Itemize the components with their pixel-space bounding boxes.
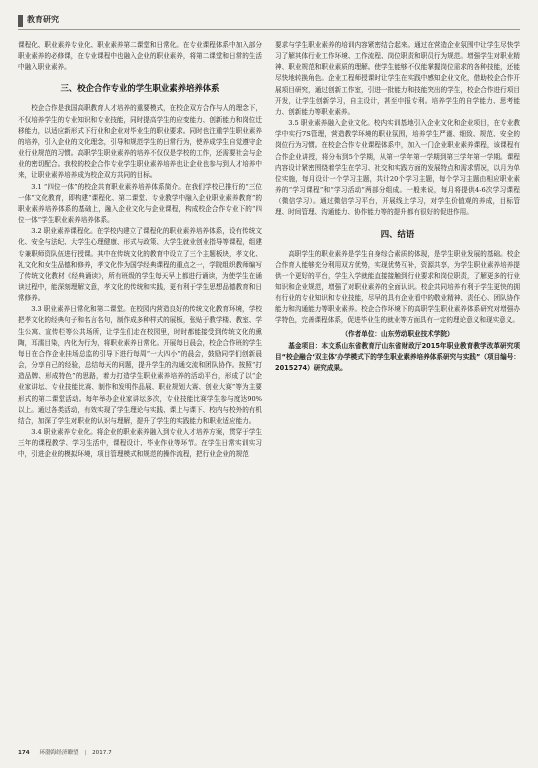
journal-issue: 2017.7 <box>92 750 112 756</box>
footer-separator: | <box>84 750 87 756</box>
header-marker-bar <box>18 15 23 27</box>
left-column <box>18 40 262 460</box>
intro-paragraph: 课程化、职业素养专业化、职业素养第二课堂和日常化。在专业课程体系中加入部分职业素养的必修课，在专业课程中也融入企业的职业素养，将第二课堂和日常的生活中融入职业素养。 <box>18 41 262 72</box>
page-header <box>18 12 520 30</box>
paragraph-3-5: 3.5 职业素养融入企业文化。校内实训基地引入企业文化和企业项目，在专业教学中实行7S管理，营造教学环境的职业氛围，培养学生严谨、细致、规范、安全的岗位行为习惯。在校企合作专业课程体系中，加入一门企业职业素养课程，该课程有合作企业讲授，将分布到5个学期，从第一学年第一学期到第三学年第一学期。课程内容设计紧密围绕着学生在学习、社交和实践方面的发展特点和需求情况，以月为单位实施，每月设计一个学习主题，共计20个学习主题，每个学习主题由相应职业素养的“学习课程”和“学习活动”两部分组成。一般来说，每月将提供4-6次学习课程（微信学习）。通过微信学习平台，开展线上学习，对学生价值观的养成，目标管理、时间管理、沟通能力、协作能力等的提升都有很好的促进作用。 <box>275 119 520 217</box>
section-3-heading: 三、校企合作专业的学生职业素养培养体系 <box>60 83 220 94</box>
paragraph-3-4: 3.4 职业素养专业化。将企业的职业素养融入到专业人才培养方案，贯穿于学生三年的课程教学、学习生活中，课程设计、毕业作业等环节。在学生日常实训实习中，引进企业的模拟环境，项目管理模式和规范的操作流程，把行业企业的规范 <box>18 428 262 459</box>
right-column <box>275 40 520 374</box>
paragraph-3-2: 3.2 职业素养课程化。在学校内建立了课程化的职业素养培养体系，设有传统文化、安全与法纪、大学生心理健康、形式与政策、大学生就业创业指导等课程，组建专兼职师资队伍进行授课。其中在传统文化的教育中设立了三个主题板块，孝文化、礼文化和女生品德和修养，孝文化作为国学经典课程的重点之一，学院组织教师编写了传统文化教材《经典诵读》，所有班级的学生每天早上都进行诵读，为使学生在诵读过程中，能深刻理解文意，孝文化的传统和实践，更有利于学生思想品德教育和日常修养。 <box>18 227 262 303</box>
journal-name: 环渤海经济瞭望 <box>39 750 79 756</box>
fund-note: 基金项目：本文系山东省教育厅山东省财政厅2015年职业教育教学改革研究项目“校企融合‘双主体’办学模式下的学生职业素养培养体系研究与实践”（项目编号：2015274）研究成果。 <box>275 341 520 372</box>
continued-paragraph: 要求与学生职业素养的培训内容紧密结合起来。通过在营造企业氛围中让学生尽快学习了解其体行业工作环境、工作流程、岗位职责和职员行为规范。增强学生对职业精神、职业规范和职业素质的理解。使学生能够不仅能掌握岗位需求的各种技能，还能尽快地转换角色。企业工程师授课时让学生在实践中感知企业文化，借助校企合作开展项目研究，通过创新工作室，引进一批能力和技能突出的学生，校企合作进行项目开发，让学生创新学习，自主设计，甚至申报专利。培养学生的自学能力、思考能力、创新能力等职业素养。 <box>275 41 520 116</box>
page-number: 174 <box>18 750 30 756</box>
section-title: 教育研究 <box>27 15 59 24</box>
page-footer <box>18 748 318 756</box>
conclusion-paragraph: 高职学生的职业素养是学生自身综合素质的体现，是学生职业发展的基础。校企合作育人能够充分利用双方优势，实现优势互补，资源共享，为学生职业素养培养提供一个更好的平台，学生入学就能直接接触到行业要求和岗位职责，了解更多的行业知识和企业规范，增强了对职业素养的全面认识。校企共同培养有利于学生更快的拥有行业的专业知识和专业技能，尽早的具有企业看中的敬业精神、责任心、团队协作能力和沟通能力等职业素养。校企合作环境下的高职学生职业素养体系研究对增强办学特色，完善课程体系，促进毕业生的就业等方面具有一定的理论意义和现实意义。 <box>275 249 520 325</box>
author-affiliation: （作者单位：山东劳动职业技术学院） <box>341 329 454 338</box>
paragraph-3-1: 3.1 “四位一体”的校企共育职业素养培养体系简介。在我们学校已推行的“三位一体”文化教育，即构建“课程化、第二课堂、专业教学中融入企业职业素养教育”的职业素养培养体系的基础上，融入企业文化与企业课程，构成校企合作专业下的“四位一体”学生职业素养培养体系。 <box>18 182 262 225</box>
paragraph-3-3: 3.3 职业素养日常化和第二课堂。在校园内营造良好的传统文化教育环境，学校把孝文化的经典句子和名言名句，制作成多种样式的展板，张贴于教学楼、教室、学生公寓、宣传栏等公共场所，让学生们走在校园里，时时都能接受到传统文化的熏陶，耳濡目染，内化为行为，将职业素养日常化。开展每日晨会，校企合作班的学生每日在合作企业挂场总监的引导下进行每周“一大四小”的晨会，鼓励同学们创新晨会，分享自己的经验，总结每天的问题，提升学生的沟通交流和团队协作。按照“打造品牌、形成特色”的思路，着力打造学生职业素养培养的活动平台，形成了以“企业家讲坛、专业技能比赛、制作和发明作品展、职业规划大赛、创业大赛”等为主要形式的第二课堂活动。每年举办企业家讲坛多次，专业技能比赛学生参与度达90%以上。通过各类活动，有效实现了学生理论与实践、课上与课下、校内与校外的有机结合，加深了学生对职业的认识与理解，提升了学生的实践能力和职业适应能力。 <box>18 305 262 425</box>
section-4-heading: 四、结语 <box>380 228 415 239</box>
section-3-intro: 校企合作是我国高职教育人才培养的重要模式，在校企双方合作与人的理念下，不仅培养学生的专业知识和专业技能，同时提高学生的应变能力、创新能力和岗位迁移能力，以适应新形式下行业和企业对毕业生的职业要求。同时也注重学生职业素养的培养，引入企业的文化理念，引导和规范学生的日常行为，使养成学生自觉遵守企业行业规范的习惯。高职学生职业素养的培养不仅仅是学校的工作，还需要社会与企业的密切配合。我校的校企合作专业学生职业素养培养也让企业也参与到人才培养中来，让职业素养培养成为校企双方共同的目标。 <box>18 104 262 180</box>
